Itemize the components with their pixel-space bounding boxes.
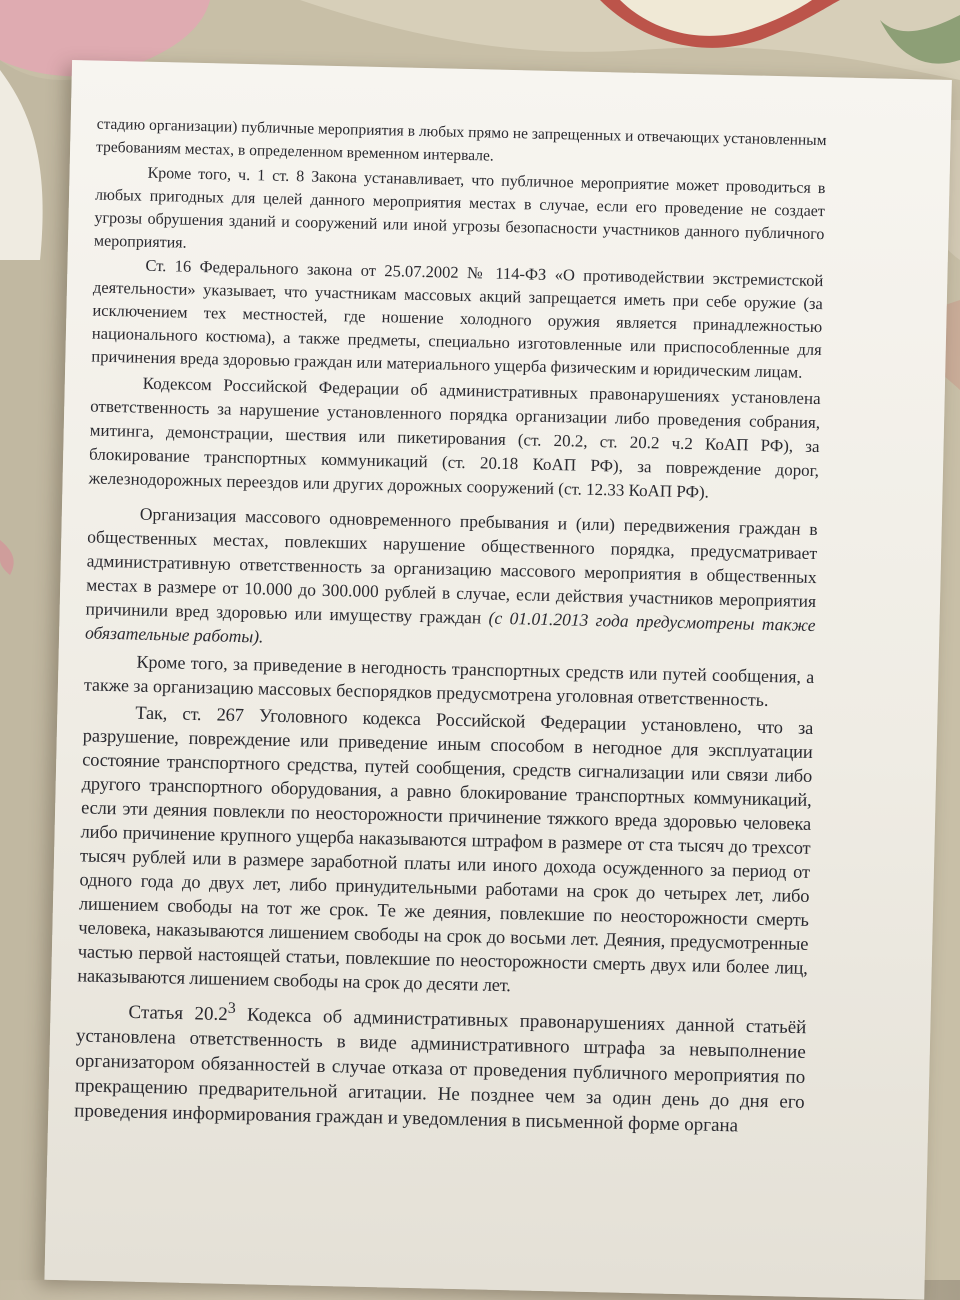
paragraph-5-italic-note: (с 01.01.2013 года предусмотрены также обязательные работы). [84,607,816,647]
paragraph-2: Кроме того, ч. 1 ст. 8 Закона устанавливает, что публичное мероприятие может проводиться в любых пригодных для целей данного мероприятия местах в случае, если его проведение не создает угрозы обрушения зданий и сооружений или иной угрозы безопасности участников данного публичного мероприятия. [93,164,826,252]
paragraph-8-text: Кодекса об административных правонарушениях данной статьёй установлена ответственность в виде административного штрафа за невыполнение организатором обязанностей в случае отказа от проведения публичного мероприятия по прекращению предварительной агитации. Не позднее чем за один день до дня его проведения информирования граждан и уведомления в письменной форме органа [74,1004,807,1137]
paragraph-4: Кодексом Российской Федерации об административных правонарушениях установлена ответственность за нарушение установленного порядка организации либо проведения собрания, митинга, демонстрации, шествия или пикетирования (ст. 20.2, ст. 20.2 ч.2 КоАП РФ), за блокирование транспортных коммуникаций (ст. 20.18 КоАП РФ), за повреждение дорог, железнодорожных переездов или других дорожных сооружений (ст. 12.33 КоАП РФ). [88,373,821,502]
document-body [74,113,827,1141]
paragraph-5-text: Организация массового одновременного пребывания и (или) передвижения граждан в общественных местах, повлекших нарушение общественного порядка, предусматривает административную ответственность за организацию массового мероприятия в общественных местах в размере от 10.000 до 300.000 рублей в случае, если действия участников мероприятия причинили вред здоровью или имуществу граждан [85,503,818,628]
paragraph-8 [74,992,807,1140]
paragraph-7: Так, ст. 267 Уголовного кодекса Российской Федерации установлено, что за разрушение, повреждение или приведение иным способом в негодное для эксплуатации состояние транспортного средства, путей сообщения, средств сигнализации или связи либо другого транспортного оборудования, а равно блокирование транспортных коммуникаций, если эти деяния повлекли по неосторожности причинение тяжкого вреда здоровью человека либо причинение крупного ущерба наказываются штрафом в размере от ста тысяч до трехсот тысяч рублей или в размере заработной платы или иного дохода осужденного за период от одного года до двух лет, либо принудительными работами на срок до четырех лет, либо лишением свободы на тот же срок. Те же деяния, повлекшие по неосторожности смерть человека, наказываются лишением свободы на срок до восьми лет. Деяния, предусмотренные частью первой настоящей статьи, повлекшие по неосторожности смерть двух или более лиц, наказываются лишением свободы на срок до десяти лет. [77,703,814,997]
document-sheet [44,60,951,1300]
paragraph-1: стадию организации) публичные мероприятия в любых прямо не запрещенных и отвечающих установленным требованиям местах, в определенном временном интервале. [95,115,827,165]
paragraph-8-superscript: 3 [227,999,236,1017]
paragraph-3: Ст. 16 Федерального закона от 25.07.2002 № 114-ФЗ «О противодействии экстремистской деятельности» указывает, что участникам массовых акций запрещается иметь при себе оружие (за исключением тех местностей, где ношение холодного оружия является принадлежностью национального костюма), а также предметы, специально изготовленные или приспособленные для причинения вреда здоровью граждан или материального ущерба физическим и юридическим лицам. [91,255,824,382]
paragraph-6: Кроме того, за приведение в негодность транспортных средств или путей сообщения, а также за организацию массовых беспорядков предусмотрена уголовная ответственность. [83,651,815,710]
paragraph-5 [85,500,818,661]
paragraph-8-lead: Статья 20.2 [128,1001,228,1026]
